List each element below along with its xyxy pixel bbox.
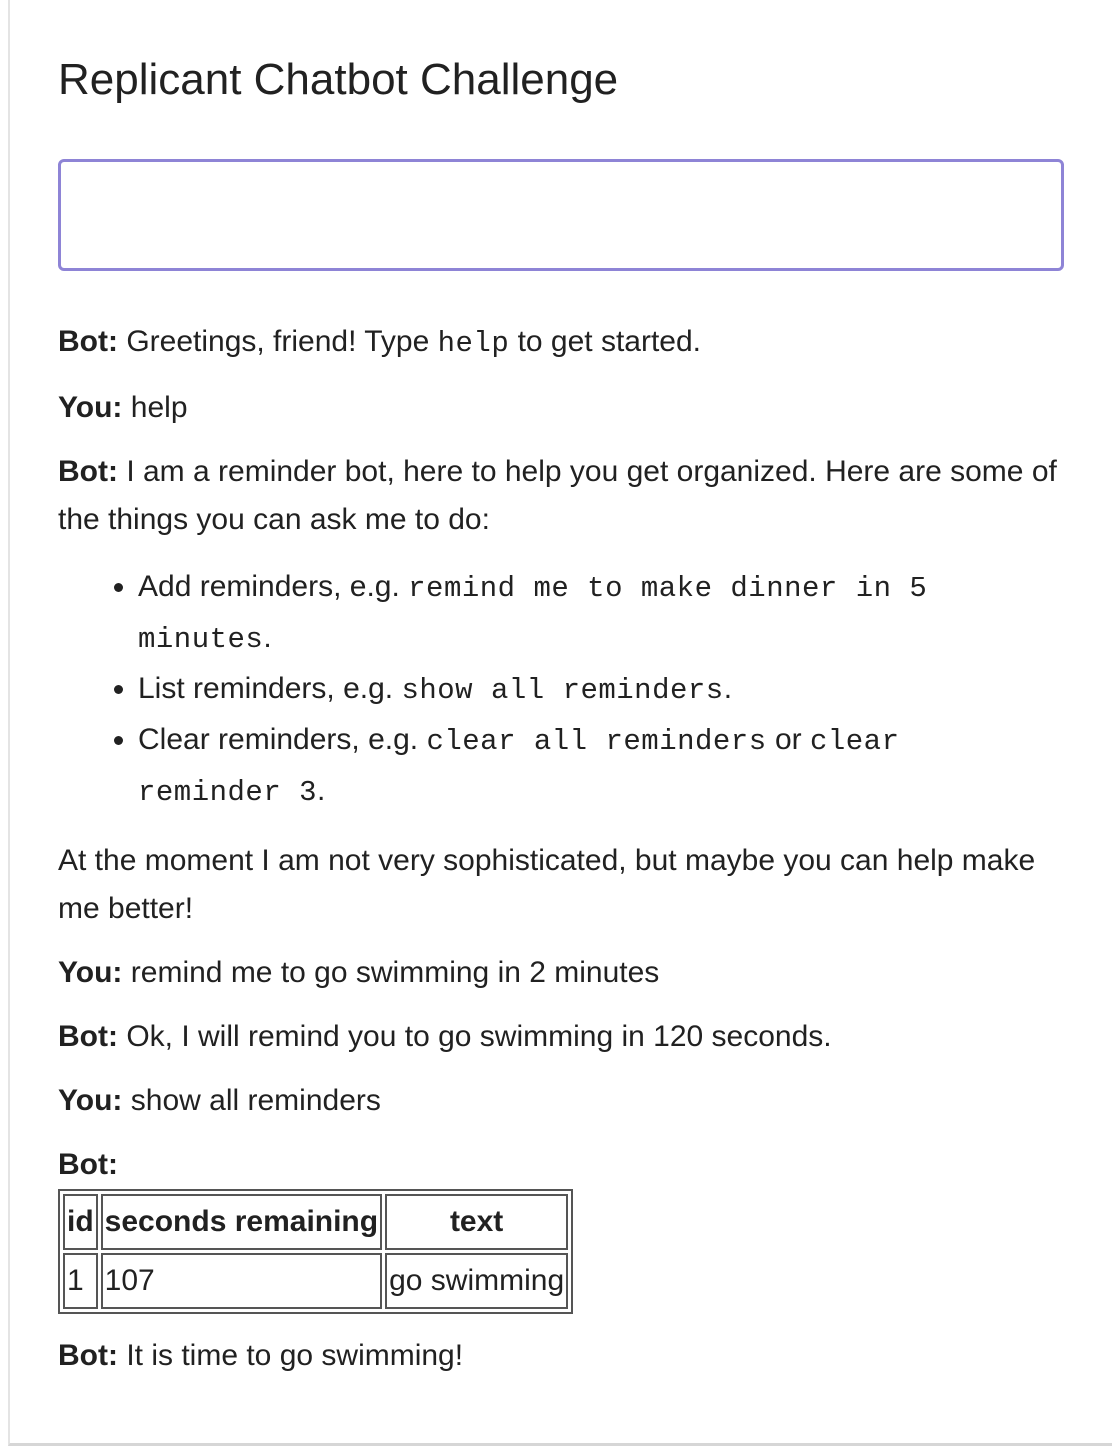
- bot-message: [58, 1141, 1058, 1314]
- table-cell-seconds-remaining: 107: [101, 1253, 382, 1309]
- message-text: help: [130, 391, 188, 424]
- page-title: Replicant Chatbot Challenge: [58, 55, 619, 104]
- message-text: to get started.: [509, 325, 702, 358]
- item-end: .: [317, 774, 326, 807]
- speaker-label: You:: [58, 391, 123, 424]
- command-list: [58, 562, 1058, 817]
- table-row: [63, 1253, 568, 1309]
- speaker-label: Bot:: [58, 1339, 118, 1372]
- table-header-row: [63, 1194, 568, 1250]
- message-text: It is time to go swimming!: [126, 1339, 464, 1372]
- bot-message: [58, 318, 1058, 368]
- column-header-text: text: [385, 1194, 568, 1250]
- list-item: [138, 562, 1058, 664]
- table-cell-id: 1: [63, 1253, 98, 1309]
- message-text: Greetings, friend! Type: [126, 325, 438, 358]
- message-text: Ok, I will remind you to go swimming in 120 seconds.: [126, 1020, 832, 1053]
- speaker-label: Bot:: [58, 325, 118, 358]
- item-end: .: [723, 672, 733, 705]
- table-cell-text: go swimming: [385, 1253, 568, 1309]
- speaker-label: Bot:: [58, 1148, 118, 1181]
- message-text: show all reminders: [130, 1084, 381, 1117]
- speaker-label: You:: [58, 956, 123, 989]
- list-item: [138, 715, 1058, 817]
- item-mid: or: [766, 723, 810, 756]
- chat-log: [58, 318, 1058, 1396]
- message-text: At the moment I am not very sophisticated, but maybe you can help make me better!: [58, 844, 1036, 925]
- inline-code: help: [437, 327, 510, 360]
- column-header-id: id: [63, 1194, 98, 1250]
- bot-message: [58, 1332, 1058, 1380]
- column-header-seconds-remaining: seconds remaining: [101, 1194, 382, 1250]
- speaker-label: You:: [58, 1084, 123, 1117]
- reminders-table: [58, 1189, 573, 1314]
- user-message: [58, 1077, 1058, 1125]
- speaker-label: Bot:: [58, 455, 118, 488]
- item-label: List reminders, e.g.: [138, 672, 402, 705]
- message-text: remind me to go swimming in 2 minutes: [130, 956, 660, 989]
- inline-code: clear all reminders: [426, 725, 767, 758]
- speaker-label: Bot:: [58, 1020, 118, 1053]
- bot-message: [58, 448, 1058, 933]
- chat-card: [8, 0, 1112, 1446]
- item-label: Clear reminders, e.g.: [138, 723, 427, 756]
- message-text: I am a reminder bot, here to help you get organized. Here are some of the things you can ask me to do:: [58, 455, 1057, 536]
- inline-code: show all reminders: [401, 674, 724, 707]
- item-end: .: [263, 621, 272, 654]
- user-message: [58, 384, 1058, 432]
- inline-code: remind me to make dinner in 5 minutes: [138, 572, 928, 656]
- bot-message: [58, 1013, 1058, 1061]
- inline-code: clear reminder 3: [138, 725, 900, 809]
- chat-input[interactable]: [58, 159, 1064, 271]
- list-item: [138, 664, 1058, 715]
- user-message: [58, 949, 1058, 997]
- item-label: Add reminders, e.g.: [138, 570, 409, 603]
